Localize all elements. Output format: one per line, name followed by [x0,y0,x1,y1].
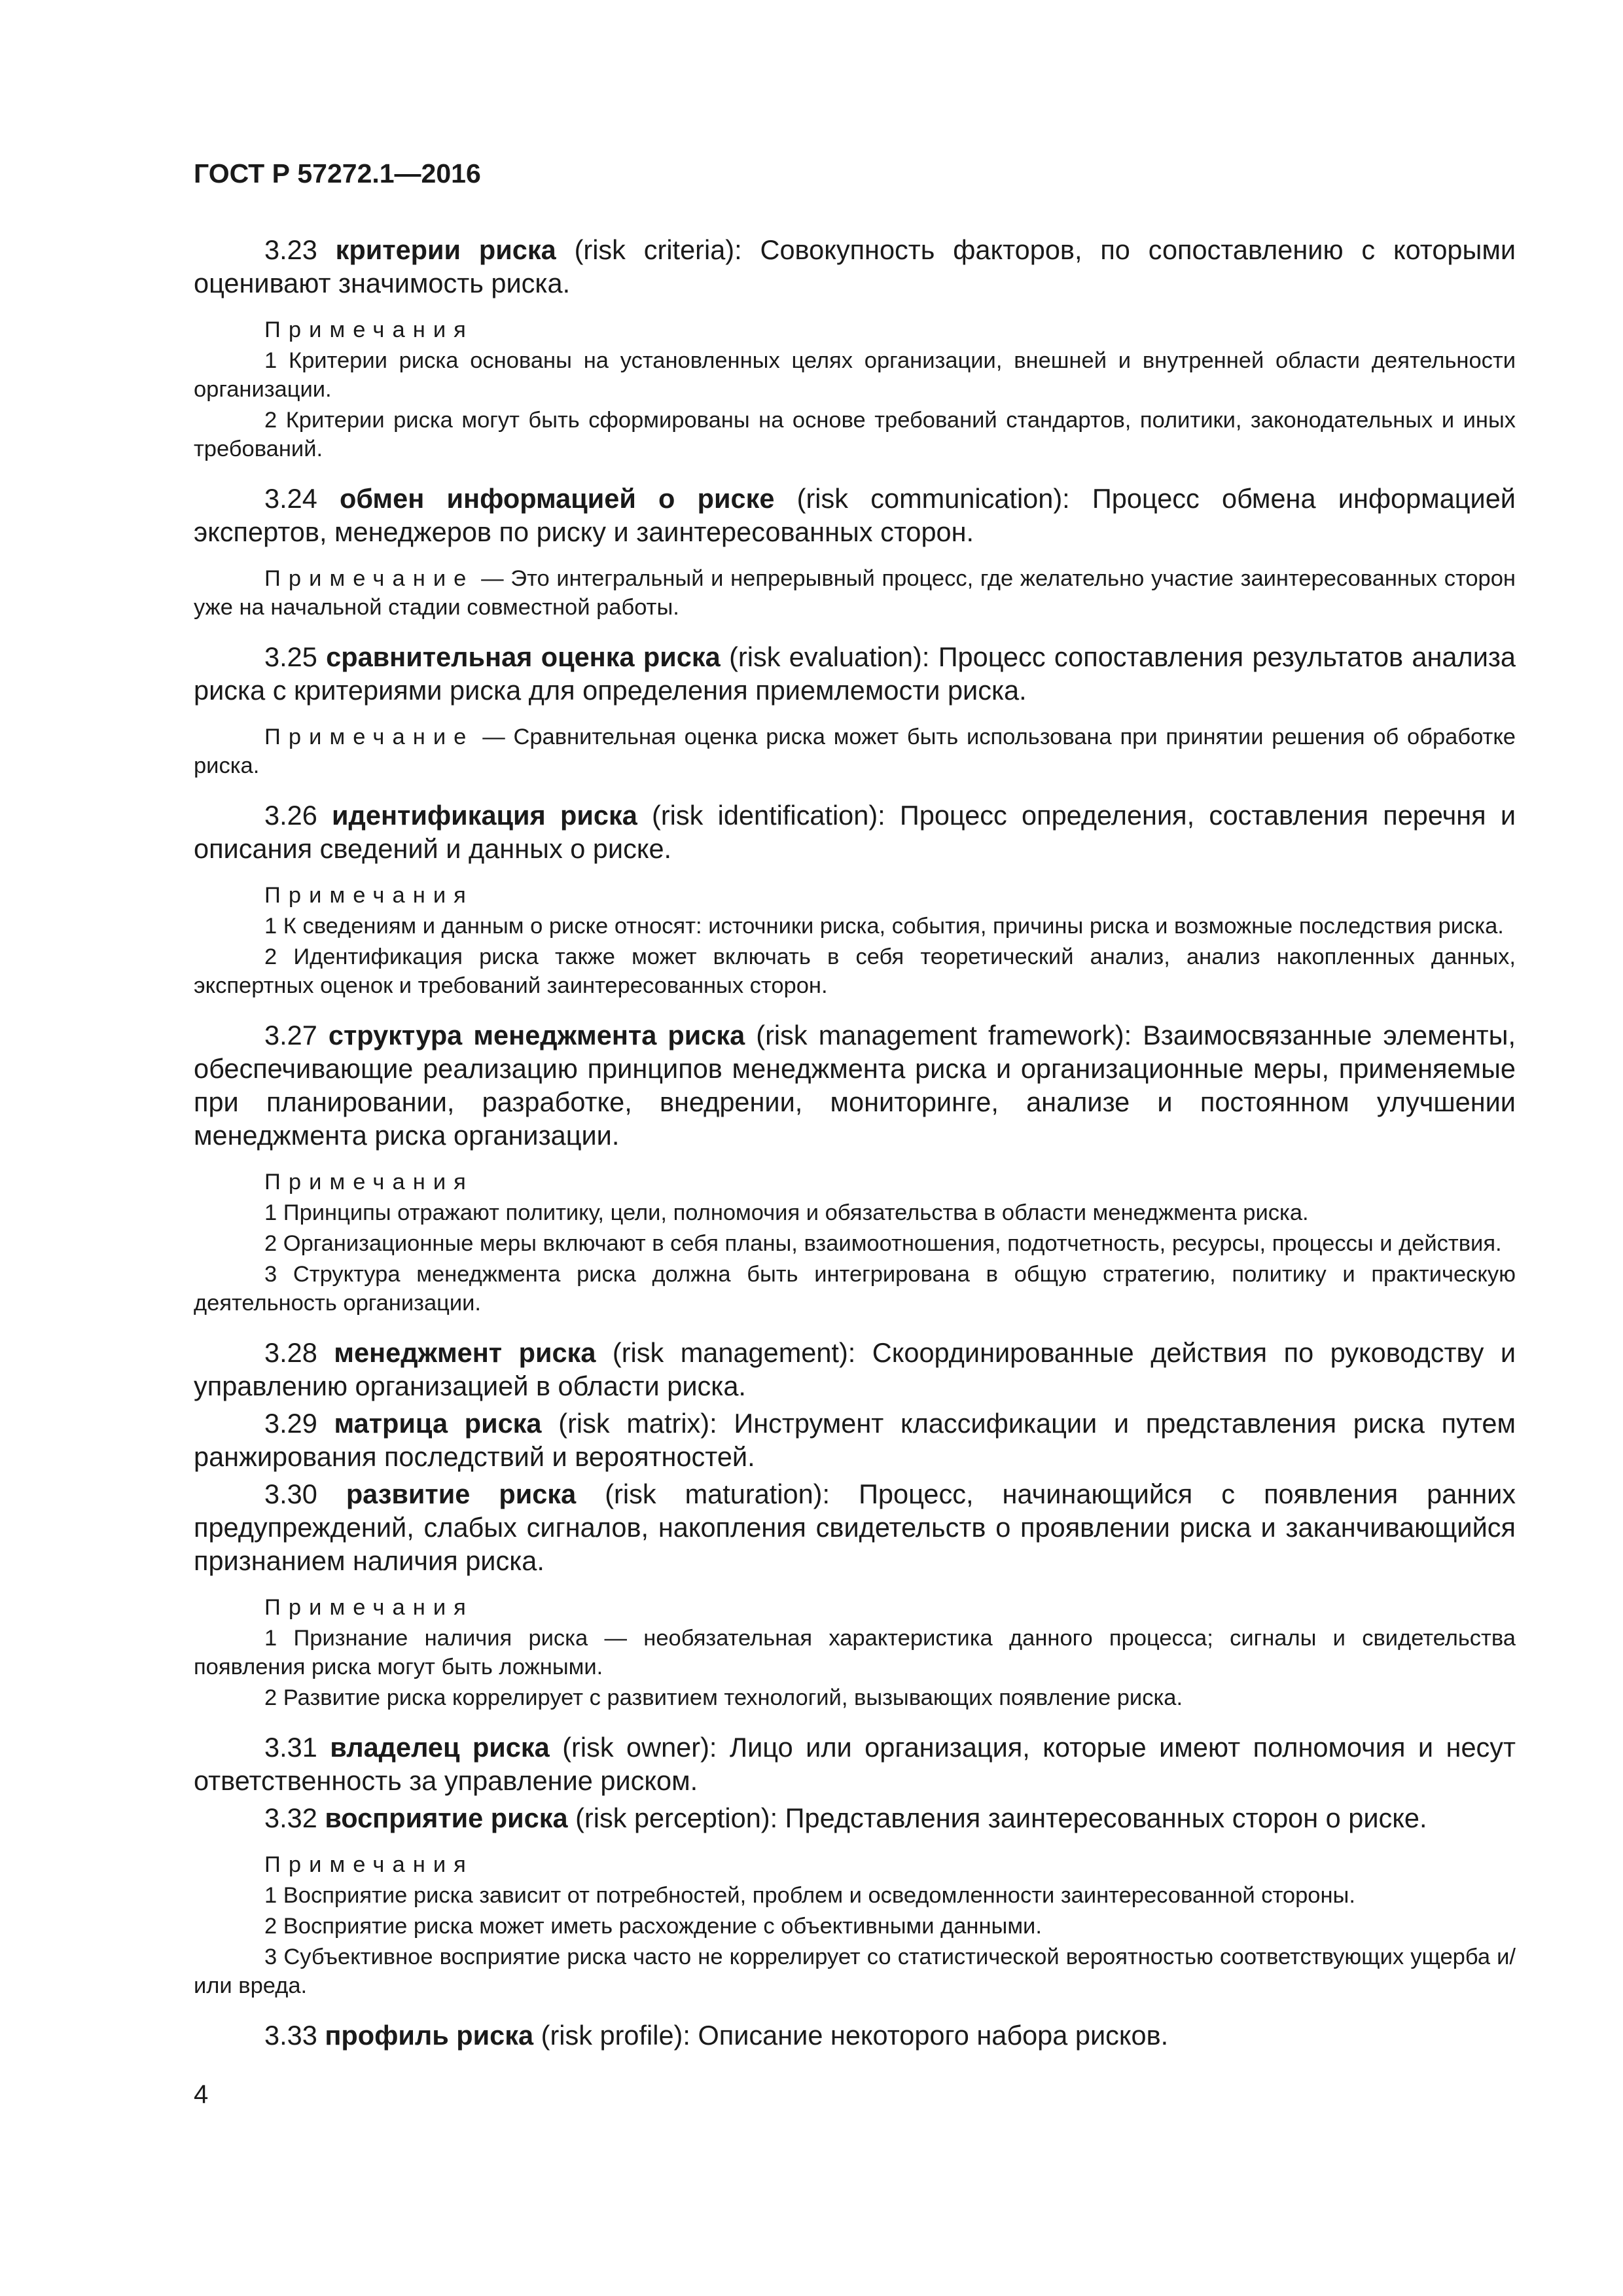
note: 1 Критерии риска основаны на установленных целях организации, внешней и внутренней области деятельности организации. [194,348,1516,402]
document-code: ГОСТ Р 57272.1—2016 [194,158,481,188]
term-3-23: 3.23 критерии риска (risk criteria): Совокупность факторов, по сопоставлению с которыми оценивают значимость риска. [194,234,1516,298]
note: 2 Развитие риска коррелирует с развитием технологий, вызывающих появление риска. [264,1685,1183,1710]
note: Примечание — Это интегральный и непрерывный процесс, где желательно участие заинтересованных сторон уже на начальной стадии совместной работы. [194,566,1516,620]
term-3-28: 3.28 менеджмент риска (risk management): Скоординированные действия по руководству и управлению организацией в области риска. [194,1337,1516,1401]
term-name: владелец риска [330,1732,550,1763]
term-3-24: 3.24 обмен информацией о риске (risk communication): Процесс обмена информацией экспертов, менеджеров по риску и заинтересованных сторон. [194,483,1516,547]
term-name: обмен информацией о риске [340,483,775,514]
note: 1 Восприятие риска зависит от потребностей, проблем и осведомленности заинтересованной стороны. [264,1883,1355,1908]
notes-title: Примечания [264,883,474,908]
term-3-31: 3.31 владелец риска (risk owner): Лицо или организация, которые имеют полномочия и несут ответственность за управление риском. [194,1732,1516,1796]
term-name: матрица риска [334,1408,542,1439]
notes-3-27 [194,1168,1516,1318]
note: 1 Принципы отражают политику, цели, полномочия и обязательства в области менеджмента риска. [264,1200,1309,1225]
note: 3 Субъективное восприятие риска часто не коррелирует со статистической вероятностью соответствующих ущерба и/или вреда. [194,1945,1516,1998]
notes-3-25 [194,723,1516,780]
note: 2 Идентификация риска также может включать в себя теоретический анализ, анализ накопленных данных, экспертных оценок и требований заинтересованных сторон. [194,944,1516,998]
note: Примечание — Сравнительная оценка риска может быть использована при принятии решения об обработке риска. [194,725,1516,778]
term-name: развитие риска [346,1479,577,1509]
note: 1 Признание наличия риска — необязательная характеристика данного процесса; сигналы и свидетельства появления риска могут быть ложными. [194,1626,1516,1679]
page-number: 4 [194,2080,209,2109]
notes-title: Примечания [264,317,474,342]
notes-title: Примечания [264,1852,474,1877]
note: 3 Структура менеджмента риска должна быть интегрирована в общую стратегию, политику и практическую деятельность организации. [194,1262,1516,1316]
notes-3-30 [194,1593,1516,1712]
note: 1 К сведениям и данным о риске относят: источники риска, события, причины риска и возможные последствия риска. [264,914,1504,939]
term-3-30: 3.30 развитие риска (risk maturation): Процесс, начинающийся с появления ранних предупреждений, слабых сигналов, накопления свидетельств о проявлении риска и заканчивающийся признанием наличия риска. [194,1479,1516,1576]
notes-3-26 [194,881,1516,1000]
note: 2 Восприятие риска может иметь расхождение с объективными данными. [264,1914,1042,1939]
term-name: менеджмент риска [334,1337,596,1368]
term-3-26: 3.26 идентификация риска (risk identification): Процесс определения, составления перечня и описания сведений и данных о риске. [194,800,1516,864]
notes-title: Примечания [264,1595,474,1620]
term-3-29: 3.29 матрица риска (risk matrix): Инструмент классификации и представления риска путем ранжирования последствий и вероятностей. [194,1408,1516,1472]
note: 2 Организационные меры включают в себя планы, взаимоотношения, подотчетность, ресурсы, процессы и действия. [264,1231,1502,1256]
term-name: профиль риска [325,2020,534,2051]
term-3-25: 3.25 сравнительная оценка риска (risk evaluation): Процесс сопоставления результатов анализа риска с критериями риска для определения приемлемости риска. [194,641,1516,706]
term-name: критерии риска [335,234,556,265]
terms-section [194,233,1516,2052]
term-3-33: 3.33 профиль риска (risk profile): Описание некоторого набора рисков. [264,2020,1169,2051]
notes-3-24 [194,564,1516,622]
term-3-32: 3.32 восприятие риска (risk perception): Представления заинтересованных сторон о риске. [264,1803,1427,1833]
term-name: сравнительная оценка риска [326,641,721,672]
term-name: восприятие риска [325,1803,568,1833]
term-name: идентификация риска [332,800,637,831]
note: 2 Критерии риска могут быть сформированы на основе требований стандартов, политики, законодательных и иных требований. [194,408,1516,461]
term-name: структура менеджмента риска [328,1020,745,1050]
term-3-27: 3.27 структура менеджмента риска (risk management framework): Взаимосвязанные элементы, обеспечивающие реализацию принципов менеджмента риска и организационные меры, применяемые при планировании, разработке, внедрении, мониторинге, анализе и постоянном улучшении менеджмента риска организации. [194,1020,1516,1151]
notes-title: Примечания [264,1170,474,1194]
notes-3-32 [194,1850,1516,2000]
notes-3-23 [194,315,1516,463]
